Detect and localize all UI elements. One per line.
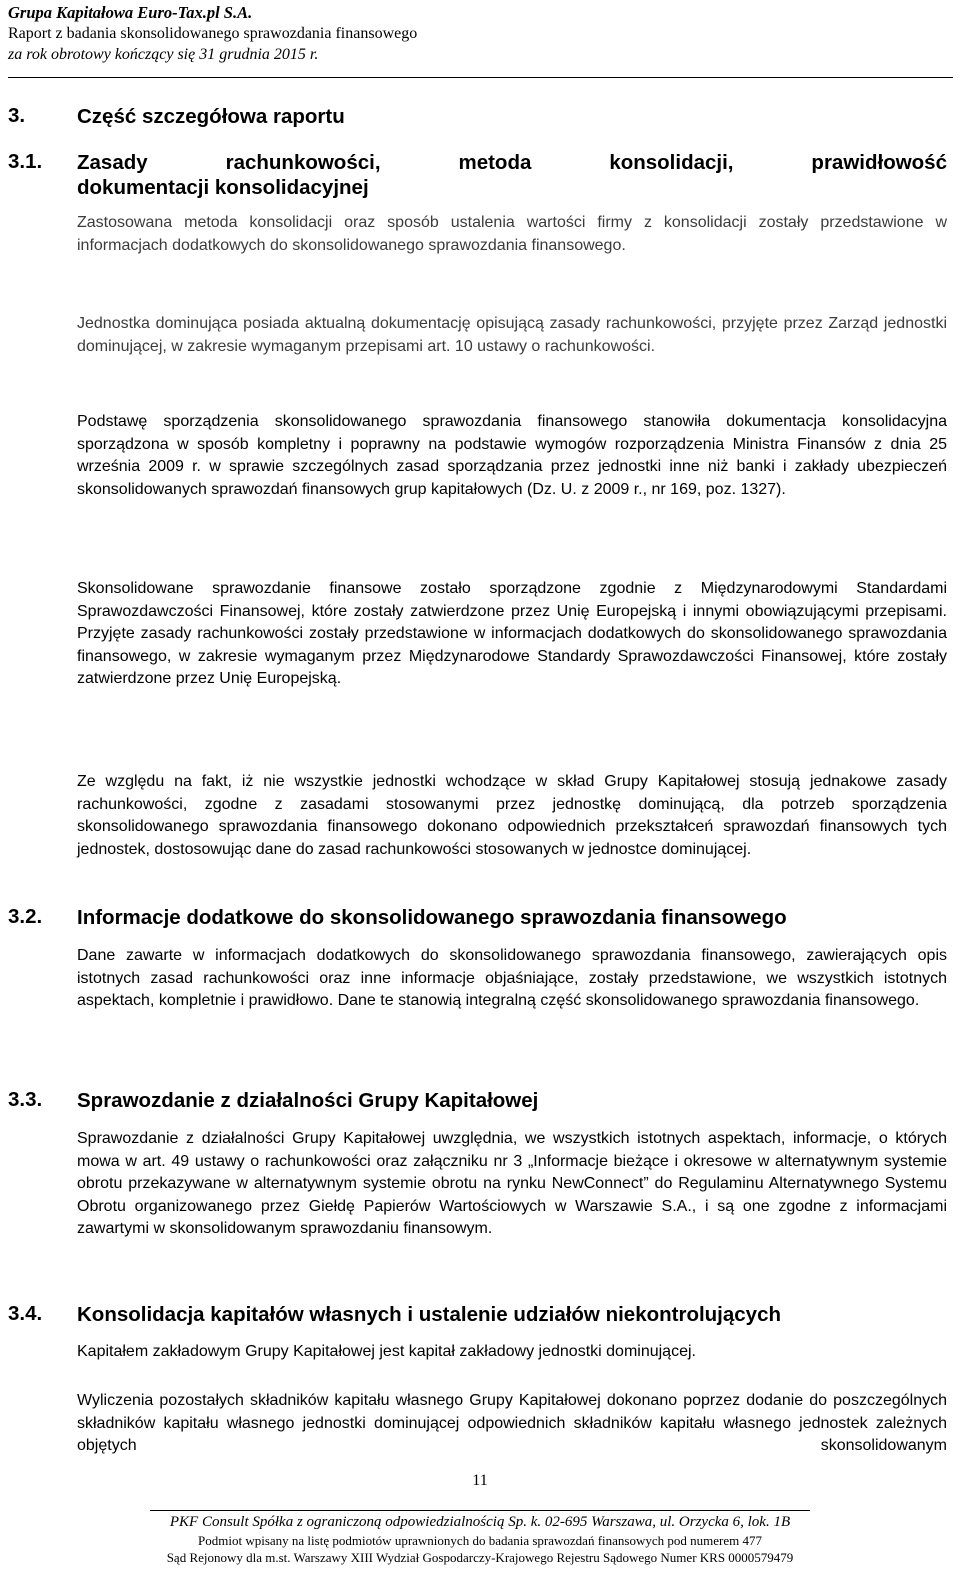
section-3-number: 3. <box>8 104 26 127</box>
section-3-3-number: 3.3. <box>8 1088 43 1111</box>
header-company: Grupa Kapitałowa Euro-Tax.pl S.A. <box>8 3 253 22</box>
s34-paragraph-2: Wyliczenia pozostałych składników kapitału własnego Grupy Kapitałowej dokonano poprzez dodanie do poszczególnych składników kapitału własnego jednostki dominującej odpowiednich składników kapitału własnego jednostek zależnych objętych skonsolidowanym <box>77 1392 947 1454</box>
section-3-1-title-line1: Zasady rachunkowości, metoda konsolidacji, prawidłowość <box>77 151 947 174</box>
header-report-title: Raport z badania skonsolidowanego sprawozdania finansowego <box>8 25 418 42</box>
section-3-1-title-line2: dokumentacji konsolidacyjnej <box>77 176 369 199</box>
footer-registration: Podmiot wpisany na listę podmiotów uprawnionych do badania sprawozdań finansowych pod numerem 477 <box>198 1533 762 1548</box>
section-3-1-number: 3.1. <box>8 150 43 173</box>
section-3-4-title: Konsolidacja kapitałów własnych i ustalenie udziałów niekontrolujących <box>77 1303 782 1326</box>
s31-paragraph-2: Jednostka dominująca posiada aktualną dokumentację opisującą zasady rachunkowości, przyjęte przez Zarząd jednostki dominującej, w zakresie wymaganym przepisami art. 10 ustawy o rachunkowości. <box>77 315 947 355</box>
s34-paragraph-1: Kapitałem zakładowym Grupy Kapitałowej jest kapitał zakładowy jednostki dominującej. <box>77 1343 696 1360</box>
s31-paragraph-1: Zastosowana metoda konsolidacji oraz sposób ustalenia wartości firmy z konsolidacji zostały przedstawione w informacjach dodatkowych do skonsolidowanego sprawozdania finansowego. <box>77 214 947 254</box>
s31-paragraph-4: Skonsolidowane sprawozdanie finansowe zostało sporządzone zgodnie z Międzynarodowymi Standardami Sprawozdawczości Finansowej, które zostały zatwierdzone przez Unię Europejską i innymi obowiązującymi przepisami. Przyjęte zasady rachunkowości zostały przedstawione w informacjach dodatkowych do skonsolidowanego sprawozdania finansowego, w zakresie wymaganym przez Międzynarodowe Standardy Sprawozdawczości Finansowej, które zostały zatwierdzone przez Unię Europejską. <box>77 580 947 687</box>
footer <box>0 1513 960 1566</box>
section-3-3-title: Sprawozdanie z działalności Grupy Kapitałowej <box>77 1089 539 1112</box>
header-divider <box>8 77 953 78</box>
page-number: 11 <box>472 1472 488 1489</box>
running-header <box>8 2 938 65</box>
section-3-2-number: 3.2. <box>8 905 43 928</box>
header-period: za rok obrotowy kończący się 31 grudnia 2015 r. <box>8 46 319 63</box>
section-3-4-number: 3.4. <box>8 1302 43 1325</box>
s33-paragraph-1: Sprawozdanie z działalności Grupy Kapitałowej uwzględnia, we wszystkich istotnych aspektach, informacje, o których mowa w art. 49 ustawy o rachunkowości oraz załączniku nr 3 „Informacje bieżące i okresowe w alternatywnym systemie obrotu przekazywane w alternatywnym systemie obrotu na rynku NewConnect” do Regulaminu Alternatywnego Systemu Obrotu organizowanego przez Giełdę Papierów Wartościowych w Warszawie S.A., i są one zgodne z informacjami zawartymi w skonsolidowanym sprawozdaniu finansowym. <box>77 1130 947 1237</box>
section-3-title: Część szczegółowa raportu <box>77 105 345 128</box>
footer-divider <box>150 1510 810 1511</box>
s31-paragraph-3: Podstawę sporządzenia skonsolidowanego sprawozdania finansowego stanowiła dokumentacja konsolidacyjna sporządzona w sposób kompletny i poprawny na podstawie wymogów rozporządzenia Ministra Finansów z dnia 25 września 2009 r. w sprawie szczególnych zasad sporządzania przez jednostki inne niż banki i zakłady ubezpieczeń skonsolidowanych sprawozdań finansowych grup kapitałowych (Dz. U. z 2009 r., nr 169, poz. 1327). <box>77 413 947 498</box>
s32-paragraph-1: Dane zawarte w informacjach dodatkowych do skonsolidowanego sprawozdania finansowego, zawierających opis istotnych zasad rachunkowości oraz inne informacje objaśniające, zostały przedstawione, we wszystkich istotnych aspektach, kompletnie i prawidłowo. Dane te stanowią integralną część skonsolidowanego sprawozdania finansowego. <box>77 947 947 1009</box>
section-3-1-title <box>77 150 947 200</box>
s31-paragraph-5: Ze względu na fakt, iż nie wszystkie jednostki wchodzące w skład Grupy Kapitałowej stosują jednakowe zasady rachunkowości, zgodne z zasadami stosowanymi przez jednostkę dominującą, dla potrzeb sporządzenia skonsolidowanego sprawozdania finansowego dokonano odpowiednich przekształceń sprawozdań finansowych tych jednostek, dostosowując dane do zasad rachunkowości stosowanych w jednostce dominującej. <box>77 773 947 858</box>
footer-court-register: Sąd Rejonowy dla m.st. Warszawy XIII Wydział Gospodarczy-Krajowego Rejestru Sądowego Numer KRS 0000579479 <box>166 1550 794 1565</box>
section-3-2-title: Informacje dodatkowe do skonsolidowanego sprawozdania finansowego <box>77 906 787 929</box>
footer-firm: PKF Consult Spółka z ograniczoną odpowiedzialnością Sp. k. 02-695 Warszawa, ul. Orzycka 6, lok. 1B <box>169 1514 791 1530</box>
